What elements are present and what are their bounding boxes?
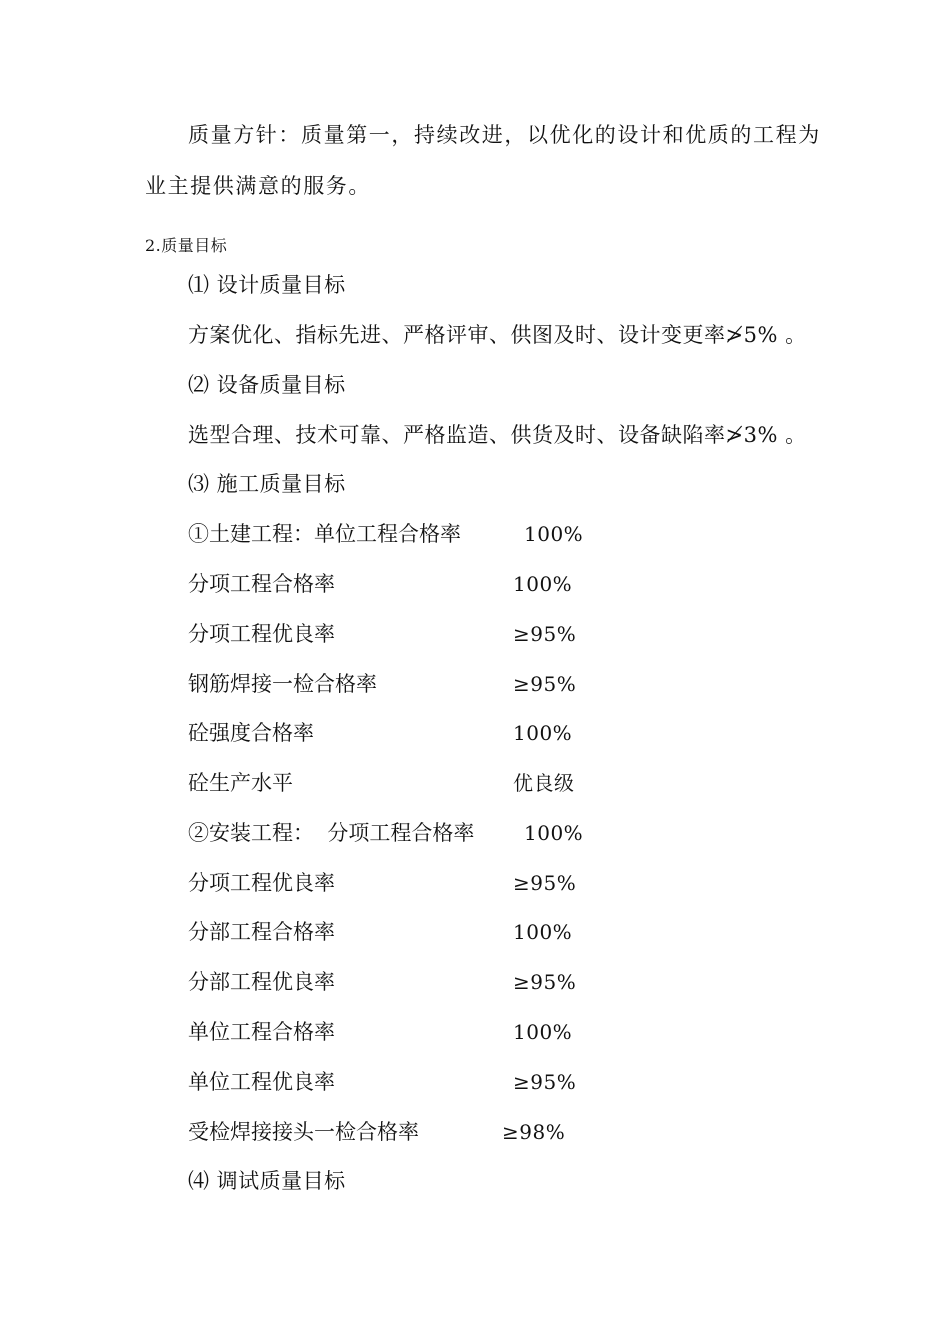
quality-policy-line-2: 业主提供满意的服务。 bbox=[145, 174, 371, 198]
construction-row-value: ≥95% bbox=[513, 1070, 577, 1094]
construction-row-value: ≥95% bbox=[513, 672, 577, 696]
construction-row-label: 分项工程优良率 bbox=[188, 871, 335, 895]
construction-row-label: 砼强度合格率 bbox=[188, 721, 314, 745]
construction-goal-title: ⑶ 施工质量目标 bbox=[188, 472, 346, 496]
construction-row-value: 100% bbox=[524, 522, 584, 546]
design-goal-title: ⑴ 设计质量目标 bbox=[188, 273, 346, 297]
construction-row-label: 单位工程优良率 bbox=[188, 1070, 335, 1094]
construction-row-value: 100% bbox=[513, 1020, 573, 1044]
construction-row-label: 单位工程合格率 bbox=[188, 1020, 335, 1044]
construction-row-value: ≥95% bbox=[513, 970, 577, 994]
section-heading: 2.质量目标 bbox=[145, 236, 228, 255]
construction-row-value: 100% bbox=[513, 920, 573, 944]
construction-row-value: ≥95% bbox=[513, 622, 577, 646]
construction-row-label: 分部工程优良率 bbox=[188, 970, 335, 994]
construction-row-label: 分项工程合格率 bbox=[188, 572, 335, 596]
construction-row-value: 优良级 bbox=[513, 771, 575, 795]
construction-row-value: ≥95% bbox=[513, 871, 577, 895]
design-goal-text: 方案优化、指标先进、严格评审、供图及时、设计变更率≯5% 。 bbox=[188, 323, 807, 347]
construction-row-value: 100% bbox=[524, 821, 584, 845]
construction-row-label: 分部工程合格率 bbox=[188, 920, 335, 944]
construction-row-label: 受检焊接接头一检合格率 bbox=[188, 1120, 419, 1144]
construction-row-label: ①土建工程：单位工程合格率 bbox=[188, 522, 461, 546]
construction-row-value: ≥98% bbox=[502, 1120, 566, 1144]
commissioning-goal-title: ⑷ 调试质量目标 bbox=[188, 1169, 346, 1193]
construction-row-label: ②安装工程： 分项工程合格率 bbox=[188, 821, 475, 845]
equipment-goal-title: ⑵ 设备质量目标 bbox=[188, 373, 346, 397]
construction-row-value: 100% bbox=[513, 572, 573, 596]
equipment-goal-text: 选型合理、技术可靠、严格监造、供货及时、设备缺陷率≯3% 。 bbox=[188, 423, 807, 447]
construction-row-value: 100% bbox=[513, 721, 573, 745]
construction-row-label: 分项工程优良率 bbox=[188, 622, 335, 646]
construction-row-label: 钢筋焊接一检合格率 bbox=[188, 672, 377, 696]
quality-policy-line-1: 质量方针：质量第一，持续改进，以优化的设计和优质的工程为 bbox=[188, 123, 821, 147]
construction-row-label: 砼生产水平 bbox=[188, 771, 293, 795]
